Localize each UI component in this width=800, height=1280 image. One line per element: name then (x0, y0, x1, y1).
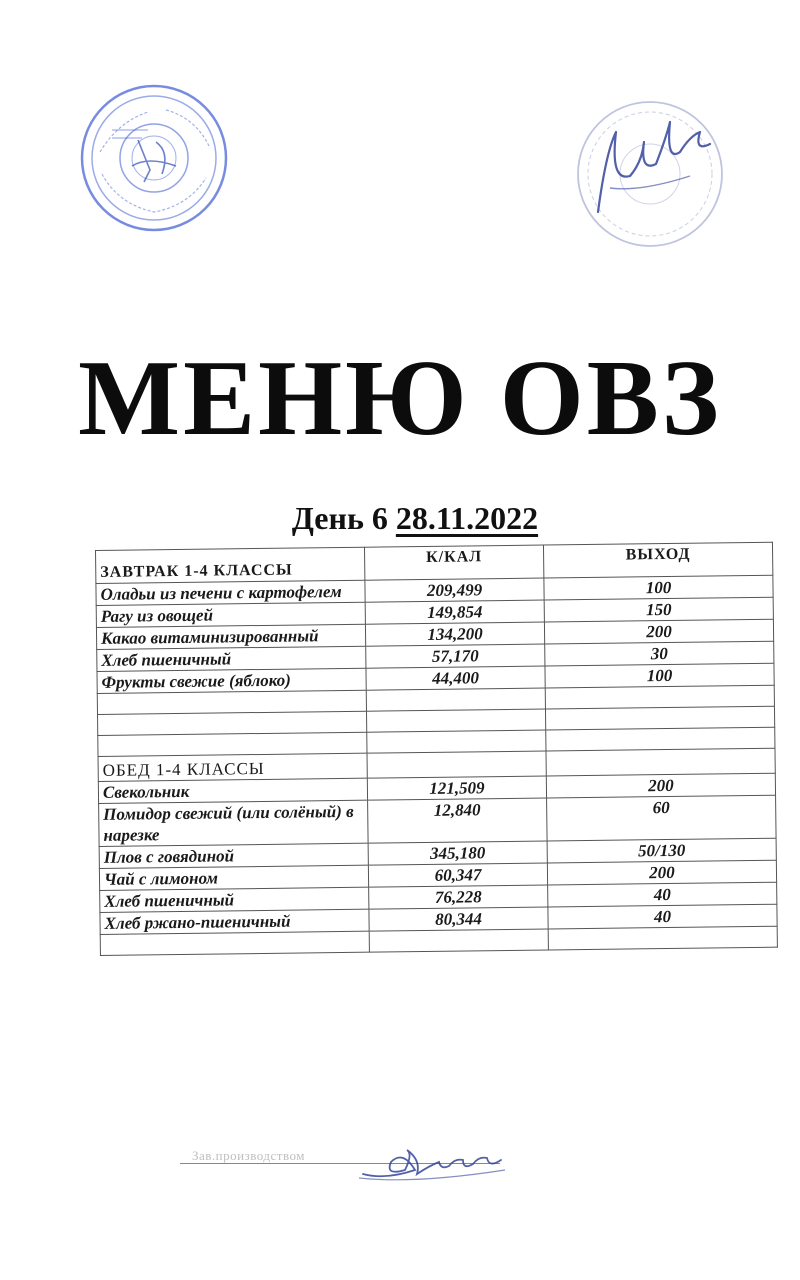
header-breakfast: ЗАВТРАК 1-4 КЛАССЫ (96, 547, 365, 583)
dish-kcal: 149,854 (365, 600, 544, 624)
dish-kcal: 134,200 (365, 622, 544, 646)
footer-label: Зав.производством (192, 1148, 305, 1163)
dish-output: 30 (545, 641, 774, 666)
dish-name: Хлеб пшеничный (97, 646, 366, 671)
footer-signature-line (180, 1140, 510, 1190)
dish-output: 100 (545, 663, 774, 688)
dish-kcal: 60,347 (368, 863, 547, 887)
day-heading (0, 500, 800, 537)
dish-kcal: 121,509 (367, 776, 546, 800)
dish-kcal: 12,840 (368, 798, 548, 843)
dish-name: Свекольник (98, 778, 367, 803)
page-title: МЕНЮ ОВЗ (78, 339, 722, 458)
dish-name: Фрукты свежие (яблоко) (97, 668, 366, 693)
dish-name: Помидор свежий (или солёный) в нарезке (99, 800, 369, 846)
dish-output: 200 (546, 773, 775, 798)
dish-name: Чай с лимоном (99, 865, 368, 890)
dish-output: 200 (547, 860, 776, 885)
dish-kcal: 345,180 (368, 841, 547, 865)
menu-table (95, 542, 778, 956)
dish-output: 150 (544, 597, 773, 622)
dish-kcal: 44,400 (366, 666, 545, 690)
dish-output: 100 (544, 575, 773, 600)
dish-name: Хлеб пшеничный (100, 887, 369, 912)
dish-kcal: 57,170 (366, 644, 545, 668)
lunch-title: ОБЕД 1-4 КЛАССЫ (98, 753, 367, 781)
dish-output: 200 (544, 619, 773, 644)
approval-stamp (78, 82, 230, 234)
dish-name: Какао витаминизированный (96, 624, 365, 649)
dish-output: 40 (548, 904, 777, 929)
dish-kcal: 76,228 (369, 885, 548, 909)
handwritten-signature (355, 1140, 510, 1186)
day-label: День 6 (291, 500, 388, 536)
signature-stamp (570, 92, 728, 252)
day-date: 28.11.2022 (395, 500, 539, 536)
dish-name: Оладьи из печени с картофелем (96, 580, 365, 605)
dish-kcal: 80,344 (369, 907, 548, 931)
dish-kcal: 209,499 (365, 578, 544, 602)
header-kcal: К/КАЛ (364, 545, 543, 580)
dish-name: Хлеб ржано-пшеничный (100, 909, 369, 934)
dish-name: Плов с говядиной (99, 843, 368, 868)
dish-output: 60 (547, 795, 777, 841)
header-output: ВЫХОД (543, 542, 772, 578)
dish-output: 40 (548, 882, 777, 907)
dish-name: Рагу из овощей (96, 602, 365, 627)
dish-output: 50/130 (547, 838, 776, 863)
